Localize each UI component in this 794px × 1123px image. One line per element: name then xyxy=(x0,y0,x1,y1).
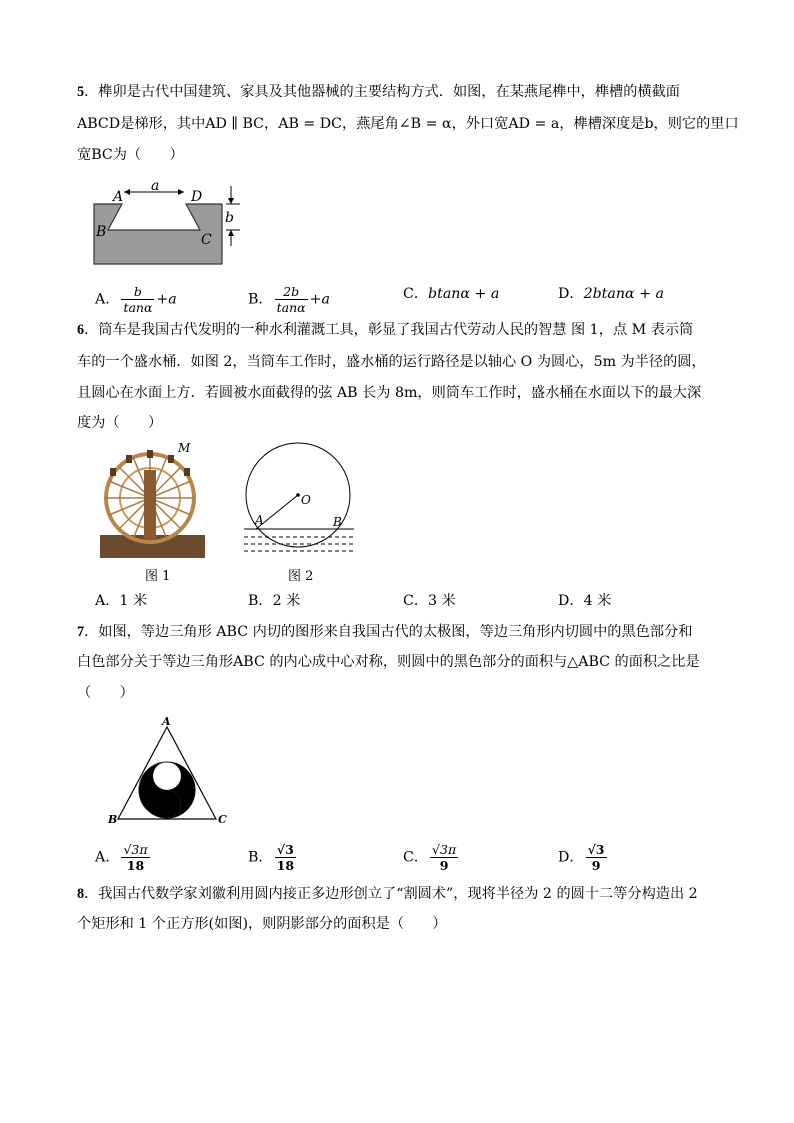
q6-caption-1: 图 1 xyxy=(145,569,171,584)
option-letter: A． xyxy=(95,291,120,308)
q5-label-D: D xyxy=(191,189,203,205)
q8-text-1: ．我国古代数学家刘徽利用圆内接正多边形创立了“割圆术”，现将半径为 2 的圆十二等分构造出 2 xyxy=(84,886,698,902)
q5-option-b[interactable] xyxy=(248,284,330,315)
denominator: 18 xyxy=(126,858,145,873)
q7-number: 7 xyxy=(77,624,85,640)
q5-number: 5 xyxy=(77,84,85,100)
q6-line1 xyxy=(77,320,693,340)
denominator: tanα xyxy=(123,300,153,315)
q7-text-1: ．如图，等边三角形 ABC 内切的图形来自我国古代的太极图，等边三角形内切圆中的黑色部分和 xyxy=(84,624,693,640)
q6-line4: 度为（ ） xyxy=(77,415,163,431)
q6-waterwheel-photo xyxy=(100,440,205,558)
q6-label-B: B xyxy=(333,515,342,529)
q7-line1 xyxy=(77,622,692,642)
fraction xyxy=(121,842,149,873)
taiji-white-dot xyxy=(163,772,171,780)
option-letter: D． xyxy=(558,286,584,302)
numerator: √3π xyxy=(123,842,148,857)
taiji-black-dot xyxy=(163,800,171,808)
denominator: tanα xyxy=(276,300,306,315)
q5-depth-arrowhead-bottom xyxy=(228,230,234,236)
q7-option-d[interactable] xyxy=(558,842,609,873)
q5-arrow-right xyxy=(178,189,184,195)
q5-line3: 宽BC为（ ） xyxy=(77,147,184,163)
q7-option-c[interactable] xyxy=(403,842,460,873)
option-letter: A． xyxy=(95,849,120,866)
q6-text-1: ．筒车是我国古代发明的一种水利灌溉工具，彰显了我国古代劳动人民的智慧 图 1，点 M 表示筒 xyxy=(84,322,694,338)
q6-option-b[interactable]: B．2 米 xyxy=(248,593,301,609)
fraction xyxy=(121,284,154,315)
q8-line1 xyxy=(77,884,698,904)
fraction xyxy=(275,284,308,315)
numerator: 2b xyxy=(275,284,308,300)
denominator: 18 xyxy=(276,858,295,873)
option-letter: C． xyxy=(403,849,429,866)
q6-line2: 车的一个盛水桶．如图 2，当筒车工作时，盛水桶的运行路径是以轴心 O 为圆心，5m 为半径的圆， xyxy=(77,354,706,370)
q7-option-a[interactable] xyxy=(95,842,152,873)
fraction xyxy=(275,842,296,873)
q6-label-A: A xyxy=(255,513,264,527)
option-text: 2btanα + a xyxy=(583,286,664,302)
numerator: √3π xyxy=(432,842,457,857)
option-letter: B． xyxy=(248,849,273,866)
denominator: 9 xyxy=(591,858,601,873)
q5-label-a: a xyxy=(151,178,160,194)
option-text: btanα + a xyxy=(428,286,500,302)
q5-label-A: A xyxy=(113,189,124,205)
q6-number: 6 xyxy=(77,322,85,338)
fraction xyxy=(430,842,458,873)
wheel-frame xyxy=(144,470,156,540)
q5-option-d[interactable] xyxy=(558,284,664,304)
q6-caption-2: 图 2 xyxy=(288,569,314,584)
q5-line1 xyxy=(77,82,680,102)
q5-label-B: B xyxy=(96,224,107,240)
q6-circle-diagram xyxy=(238,440,358,558)
q7-label-C: C xyxy=(218,813,227,826)
q5-dovetail-figure xyxy=(88,178,248,268)
q7-taiji-triangle-figure xyxy=(104,715,234,827)
q5-label-b: b xyxy=(225,210,234,226)
numerator: √3 xyxy=(275,842,296,858)
numerator: b xyxy=(121,284,154,300)
numerator: √3 xyxy=(587,842,605,857)
option-letter: B． xyxy=(248,291,273,308)
q7-option-b[interactable] xyxy=(248,842,298,873)
q7-line3: （ ） xyxy=(77,685,134,701)
q5-label-C: C xyxy=(201,232,212,248)
q8-number: 8 xyxy=(77,886,85,902)
q6-option-c[interactable]: C．3 米 xyxy=(403,593,456,609)
q6-line3: 且圆心在水面上方．若圆被水面截得的弦 AB 长为 8m，则筒车工作时，盛水桶在水面以下的最大深 xyxy=(77,385,702,401)
q5-arrow-left xyxy=(124,189,130,195)
option-letter: D． xyxy=(558,849,584,866)
option-tail: +a xyxy=(156,291,177,308)
q6-option-d[interactable]: D．4 米 xyxy=(558,593,612,609)
q5-option-a[interactable] xyxy=(95,284,177,315)
q5-option-c[interactable] xyxy=(403,284,499,304)
q7-label-B: B xyxy=(108,813,118,826)
q5-text-1: ．榫卯是古代中国建筑、家具及其他器械的主要结构方式．如图，在某燕尾榫中，榫槽的横截面 xyxy=(84,84,680,100)
q6-option-a[interactable]: A．1 米 xyxy=(95,593,148,609)
q5-line2: ABCD是梯形，其中AD ∥ BC，AB = DC，燕尾角∠B = α，外口宽AD = a，榫槽深度是b，则它的里口 xyxy=(77,116,739,132)
option-letter: C． xyxy=(403,286,429,302)
q6-label-O: O xyxy=(301,493,311,507)
q5-depth-arrowhead-top xyxy=(228,198,234,204)
q8-line2: 个矩形和 1 个正方形(如图)，则阴影部分的面积是（ ） xyxy=(77,916,447,932)
q6-label-M: M xyxy=(178,441,191,455)
denominator: 9 xyxy=(439,858,449,873)
q7-line2: 白色部分关于等边三角形ABC 的内心成中心对称，则圆中的黑色部分的面积与△ABC 的面积之比是 xyxy=(77,654,700,670)
fraction xyxy=(586,842,607,873)
q7-label-A: A xyxy=(162,715,171,728)
option-tail: +a xyxy=(309,291,330,308)
